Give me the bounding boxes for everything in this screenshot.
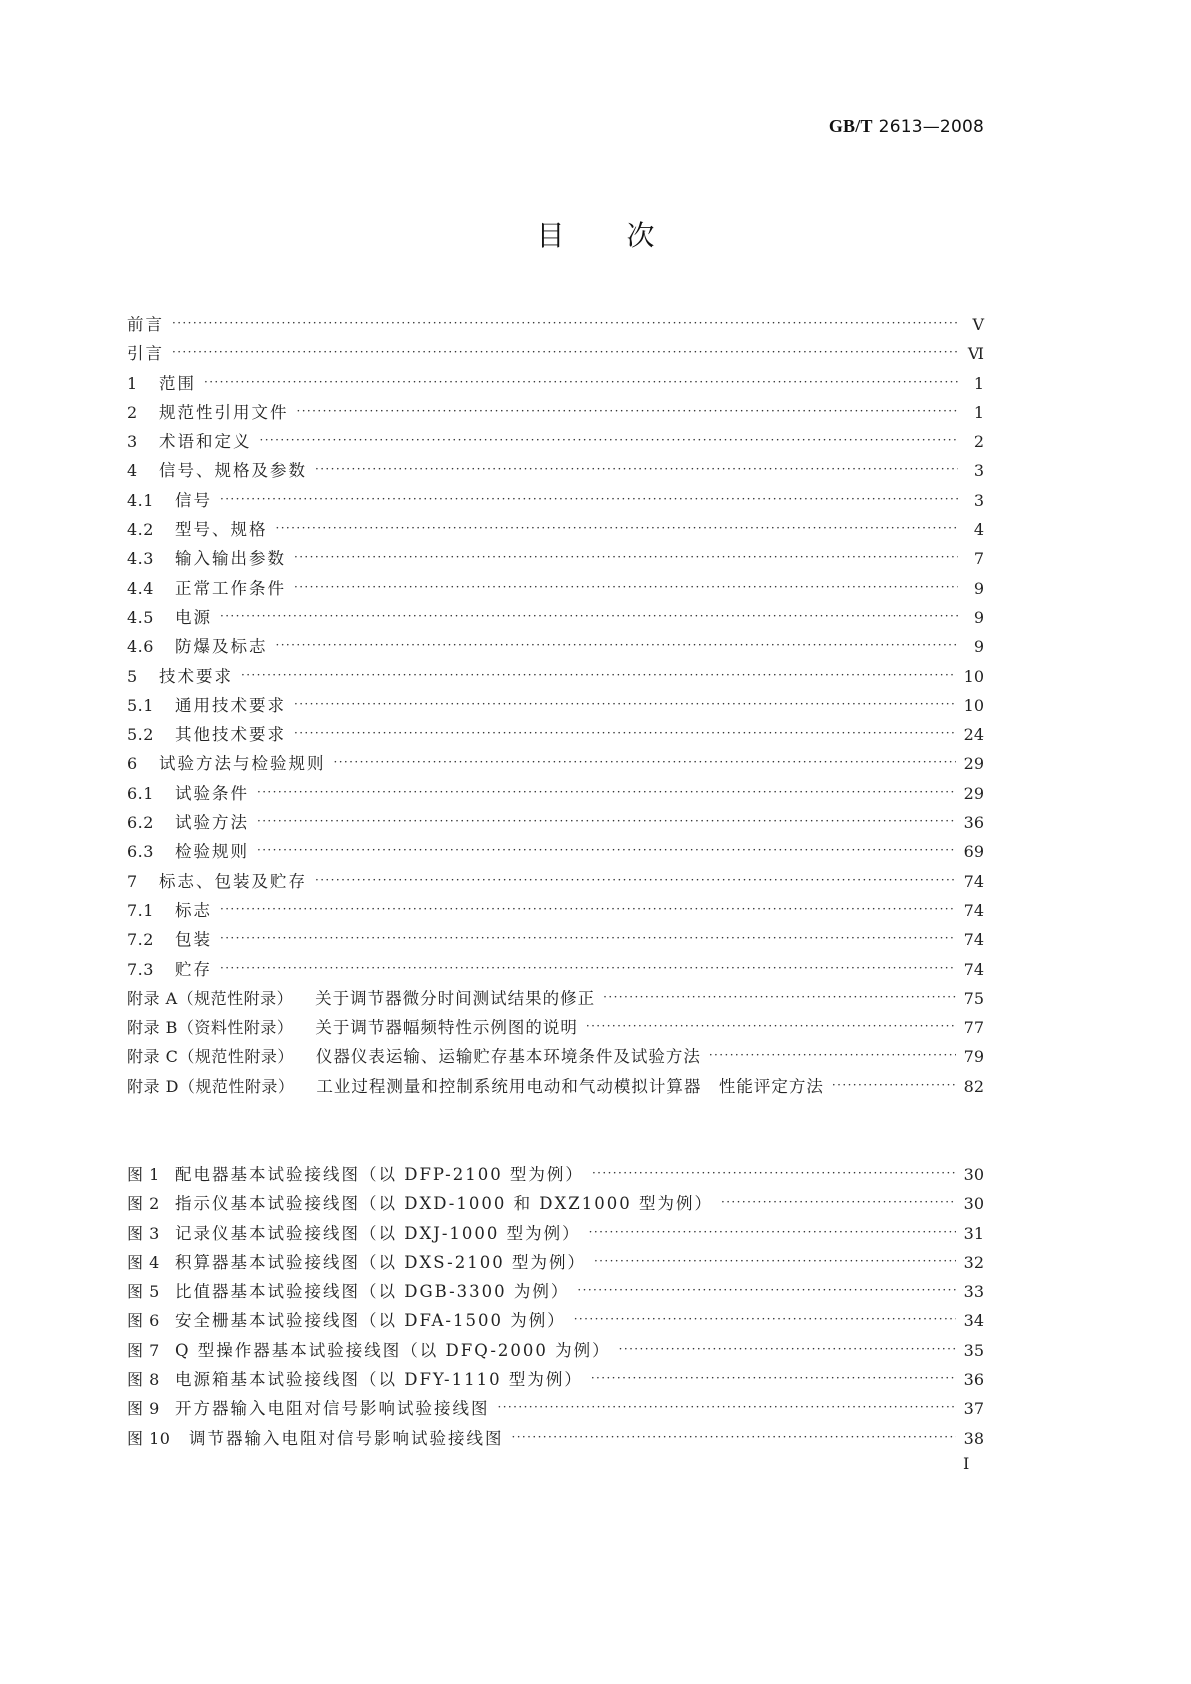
dot-leader [172, 338, 958, 367]
toc-entry-label: 术语和定义 [159, 432, 252, 452]
toc-entry[interactable] [127, 720, 984, 749]
appendix-number: 附录 D（规范性附录） [127, 1076, 295, 1096]
figure-label: 安全栅基本试验接线图（以 DFA-1500 为例） [175, 1311, 566, 1331]
toc-entry-label: 前言 [127, 315, 164, 334]
toc-entry-label: 关于调节器幅频特性示例图的说明 [315, 1018, 578, 1038]
figure-label: 指示仪基本试验接线图（以 DXD-1000 和 DXZ1000 型为例） [175, 1194, 713, 1214]
dot-leader [594, 1247, 956, 1276]
figure-label: 调节器输入电阻对信号影响试验接线图 [189, 1428, 504, 1448]
toc-entry-page: 29 [963, 754, 984, 774]
toc-entry-page: 82 [963, 1076, 984, 1096]
toc-entry-foreword[interactable] [127, 310, 984, 339]
toc-entry-page: Ⅴ [972, 315, 984, 334]
figure-entry[interactable] [127, 1394, 984, 1423]
toc-entry-label: 试验条件 [175, 783, 249, 803]
toc-entry[interactable] [127, 837, 984, 866]
toc-entry[interactable] [127, 369, 984, 398]
toc-entry-page: 75 [963, 988, 984, 1008]
toc-entry-label: 电源 [175, 607, 212, 627]
dot-leader [512, 1423, 956, 1452]
toc-entry-page: 10 [963, 666, 984, 686]
toc-entry-page: 36 [963, 813, 984, 833]
table-of-contents [127, 310, 984, 1101]
toc-entry-page: 2 [973, 432, 984, 452]
toc-entry-number: 4.3 [127, 549, 154, 569]
toc-entry-number: 5 [127, 666, 138, 686]
toc-entry-page: 29 [963, 783, 984, 803]
toc-entry-label: 标志 [175, 900, 212, 920]
toc-entry-label: 规范性引用文件 [159, 402, 289, 422]
toc-entry-page: 79 [963, 1047, 984, 1067]
figure-label: 电源箱基本试验接线图（以 DFY-1110 型为例） [175, 1370, 583, 1390]
dot-leader [257, 807, 956, 836]
toc-entry[interactable] [127, 662, 984, 691]
dot-leader [294, 719, 956, 748]
dot-leader [172, 309, 958, 338]
toc-entry-appendix-d[interactable] [127, 1072, 984, 1101]
toc-entry-page: 9 [973, 578, 984, 598]
toc-entry-page: 10 [963, 695, 984, 715]
dot-leader [220, 895, 956, 924]
dot-leader [709, 1041, 956, 1070]
toc-entry-page: Ⅵ [967, 344, 984, 364]
toc-entry[interactable] [127, 456, 984, 485]
toc-entry-label: 试验方法与检验规则 [159, 754, 326, 774]
page-title [0, 214, 1191, 254]
dot-leader [577, 1276, 955, 1305]
figure-number: 图 3 [127, 1223, 160, 1243]
figure-label: Q 型操作器基本试验接线图（以 DFQ-2000 为例） [175, 1340, 611, 1360]
dot-leader [589, 1218, 956, 1247]
toc-entry[interactable] [127, 779, 984, 808]
toc-entry-page: 74 [963, 959, 984, 979]
figure-entry[interactable] [127, 1424, 984, 1453]
figure-number: 图 2 [127, 1194, 160, 1214]
figure-page: 31 [963, 1223, 984, 1243]
toc-entry-page: 7 [973, 549, 984, 569]
toc-entry-number: 4.6 [127, 637, 154, 657]
toc-entry-page: 9 [973, 637, 984, 657]
toc-entry[interactable] [127, 925, 984, 954]
dot-leader [204, 368, 958, 397]
toc-entry-number: 6 [127, 754, 138, 774]
dot-leader [592, 1159, 956, 1188]
figure-page: 38 [963, 1428, 984, 1448]
toc-entry-appendix-a[interactable] [127, 984, 984, 1013]
toc-entry-page: 69 [963, 842, 984, 862]
toc-entry[interactable] [127, 749, 984, 778]
toc-entry[interactable] [127, 808, 984, 837]
figure-number: 图 5 [127, 1282, 160, 1302]
figure-label: 配电器基本试验接线图（以 DFP-2100 型为例） [175, 1165, 584, 1184]
toc-entry-page: 1 [973, 402, 984, 422]
toc-entry-page: 24 [963, 725, 984, 745]
toc-entry-label: 技术要求 [159, 666, 233, 686]
figure-number: 图 8 [127, 1370, 160, 1390]
toc-entry-number: 6.2 [127, 813, 154, 833]
list-of-figures [127, 1160, 984, 1453]
dot-leader [220, 485, 958, 514]
toc-entry-page: 77 [963, 1018, 984, 1038]
figure-entry[interactable] [127, 1365, 984, 1394]
dot-leader [220, 602, 958, 631]
figure-page: 35 [963, 1340, 984, 1360]
page-title-char-1: 目 [536, 219, 565, 252]
toc-entry-number: 4.2 [127, 520, 154, 540]
standard-code: GB/T [828, 116, 873, 136]
toc-entry-label: 信号 [175, 490, 212, 510]
dot-leader [294, 690, 956, 719]
toc-entry-label: 其他技术要求 [175, 725, 286, 745]
toc-entry-number: 3 [127, 432, 138, 452]
toc-entry[interactable] [127, 955, 984, 984]
dot-leader [257, 836, 956, 865]
page-number: I [963, 1454, 970, 1473]
standard-header [829, 116, 984, 137]
figure-entry[interactable] [127, 1277, 984, 1306]
dot-leader [721, 1188, 956, 1217]
dot-leader [276, 514, 959, 543]
dot-leader [334, 748, 956, 777]
toc-entry-number: 7.3 [127, 959, 154, 979]
toc-entry-label: 贮存 [175, 959, 212, 979]
toc-entry-number: 6.1 [127, 783, 154, 803]
figure-label: 比值器基本试验接线图（以 DGB-3300 为例） [175, 1282, 570, 1302]
toc-entry-number: 4.1 [127, 490, 154, 510]
toc-entry-page: 74 [963, 900, 984, 920]
figure-number: 图 10 [127, 1428, 171, 1448]
figure-label: 记录仪基本试验接线图（以 DXJ-1000 型为例） [175, 1223, 581, 1243]
toc-entry-label: 正常工作条件 [175, 578, 286, 598]
figure-label: 开方器输入电阻对信号影响试验接线图 [175, 1399, 490, 1419]
appendix-number: 附录 A（规范性附录） [127, 988, 294, 1008]
figure-page: 37 [963, 1399, 984, 1419]
figure-page: 30 [963, 1194, 984, 1214]
toc-entry-label: 信号、规格及参数 [159, 461, 307, 481]
dot-leader [591, 1364, 956, 1393]
dot-leader [220, 924, 956, 953]
toc-entry[interactable] [127, 632, 984, 661]
toc-entry[interactable] [127, 603, 984, 632]
toc-entry-page: 74 [963, 930, 984, 950]
toc-entry-label: 通用技术要求 [175, 695, 286, 715]
toc-entry-number: 4 [127, 461, 138, 481]
dot-leader [220, 954, 956, 983]
toc-entry[interactable] [127, 896, 984, 925]
figure-entry[interactable] [127, 1306, 984, 1335]
toc-entry-page: 1 [973, 373, 984, 393]
toc-entry[interactable] [127, 691, 984, 720]
toc-entry[interactable] [127, 398, 984, 427]
figure-page: 33 [963, 1282, 984, 1302]
dot-leader [315, 866, 956, 895]
appendix-number: 附录 B（资料性附录） [127, 1018, 294, 1038]
toc-entry-label: 输入输出参数 [175, 549, 286, 569]
toc-entry-number: 7.1 [127, 900, 154, 920]
dot-leader [586, 1012, 956, 1041]
dot-leader [498, 1393, 956, 1422]
figure-number: 图 6 [127, 1311, 160, 1331]
toc-entry-label: 检验规则 [175, 842, 249, 862]
appendix-number: 附录 C（规范性附录） [127, 1047, 294, 1067]
figure-page: 36 [963, 1370, 984, 1390]
toc-entry-label: 标志、包装及贮存 [159, 871, 307, 891]
toc-entry[interactable] [127, 867, 984, 896]
toc-entry[interactable] [127, 515, 984, 544]
toc-entry-number: 5.2 [127, 725, 154, 745]
toc-entry[interactable] [127, 574, 984, 603]
toc-entry-appendix-b[interactable] [127, 1013, 984, 1042]
toc-entry[interactable] [127, 544, 984, 573]
toc-entry-number: 4.5 [127, 607, 154, 627]
toc-entry[interactable] [127, 486, 984, 515]
toc-entry-label: 工业过程测量和控制系统用电动和气动模拟计算器 性能评定方法 [316, 1076, 824, 1096]
toc-entry-label: 范围 [159, 373, 196, 393]
figure-page: 34 [963, 1311, 984, 1331]
dot-leader [294, 543, 958, 572]
page-title-char-2: 次 [626, 219, 655, 252]
dot-leader [294, 573, 958, 602]
toc-entry-label: 仪器仪表运输、运输贮存基本环境条件及试验方法 [315, 1047, 701, 1067]
dot-leader [276, 631, 959, 660]
toc-entry-number: 1 [127, 373, 138, 393]
toc-entry[interactable] [127, 427, 984, 456]
dot-leader [315, 455, 958, 484]
toc-entry-page: 3 [973, 461, 984, 481]
figure-entry[interactable] [127, 1219, 984, 1248]
figure-entry[interactable] [127, 1189, 984, 1218]
standard-number: 2613—2008 [878, 117, 984, 137]
figure-entry[interactable] [127, 1248, 984, 1277]
toc-entry-label: 关于调节器微分时间测试结果的修正 [315, 988, 596, 1008]
toc-entry-number: 6.3 [127, 842, 154, 862]
figure-page: 30 [963, 1165, 984, 1184]
toc-entry-number: 7 [127, 871, 138, 891]
toc-entry-number: 5.1 [127, 695, 154, 715]
figure-number: 图 4 [127, 1252, 160, 1272]
dot-leader [832, 1071, 956, 1100]
toc-entry-number: 7.2 [127, 930, 154, 950]
toc-entry-label: 引言 [127, 344, 164, 364]
figure-number: 图 9 [127, 1399, 160, 1419]
dot-leader [603, 983, 955, 1012]
dot-leader [260, 426, 959, 455]
toc-entry-label: 试验方法 [175, 813, 249, 833]
toc-entry-page: 74 [963, 871, 984, 891]
figure-entry[interactable] [127, 1336, 984, 1365]
toc-entry-introduction[interactable] [127, 339, 984, 368]
toc-entry-label: 包装 [175, 930, 212, 950]
toc-entry-appendix-c[interactable] [127, 1042, 984, 1071]
toc-entry-number: 2 [127, 402, 138, 422]
toc-entry-page: 3 [973, 490, 984, 510]
dot-leader [241, 661, 956, 690]
dot-leader [257, 778, 956, 807]
dot-leader [297, 397, 959, 426]
toc-entry-label: 型号、规格 [175, 520, 268, 540]
figure-page: 32 [963, 1252, 984, 1272]
toc-entry-number: 4.4 [127, 578, 154, 598]
figure-number: 图 1 [127, 1165, 160, 1184]
toc-entry-label: 防爆及标志 [175, 637, 268, 657]
toc-entry-page: 9 [973, 607, 984, 627]
dot-leader [619, 1335, 956, 1364]
toc-entry-page: 4 [973, 520, 984, 540]
figure-entry[interactable] [127, 1160, 984, 1189]
figure-label: 积算器基本试验接线图（以 DXS-2100 型为例） [175, 1252, 586, 1272]
figure-number: 图 7 [127, 1340, 160, 1360]
dot-leader [574, 1305, 956, 1334]
